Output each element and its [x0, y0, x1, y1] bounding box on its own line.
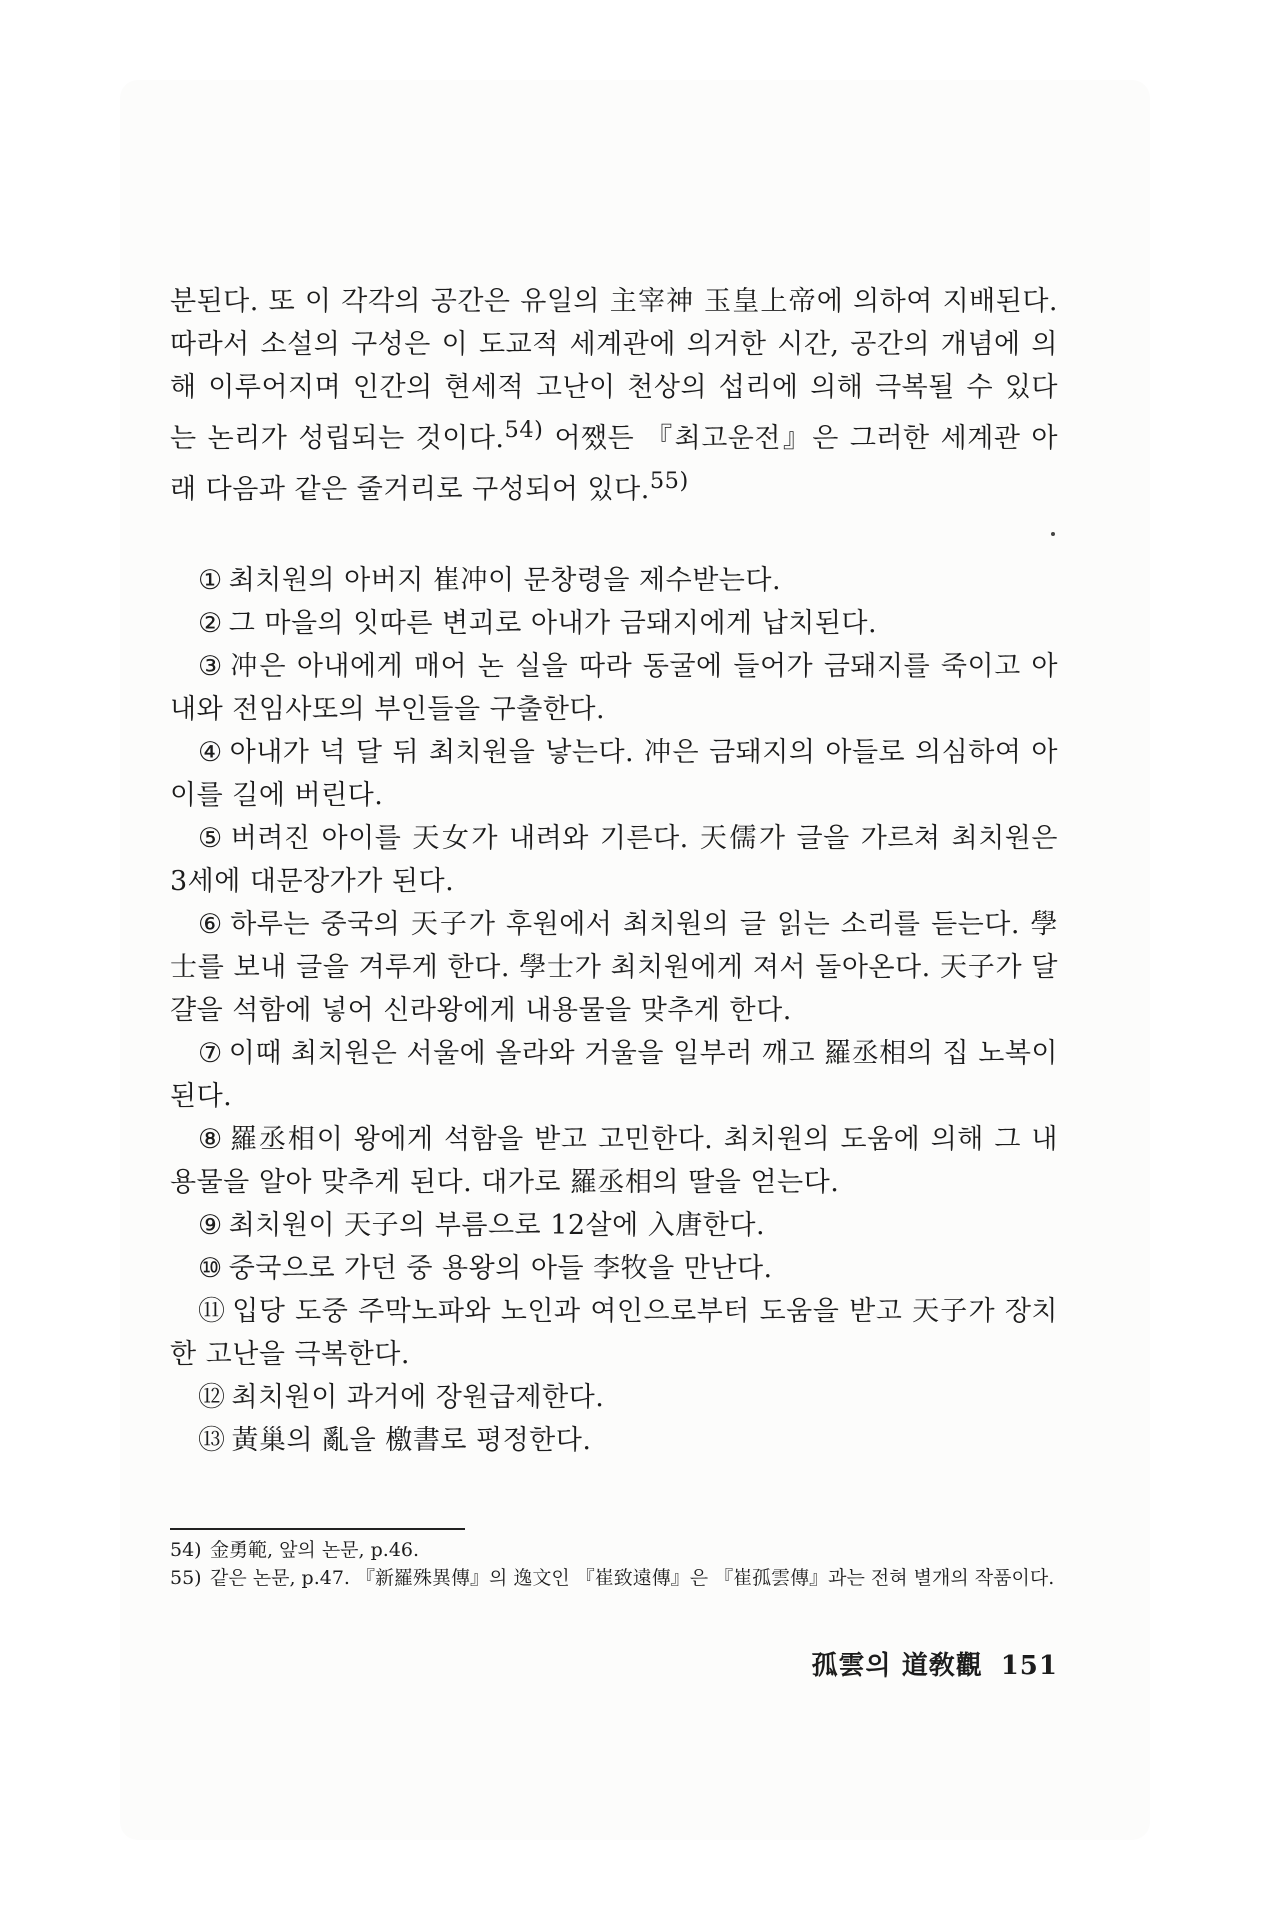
item-number: ⑨ [198, 1210, 223, 1241]
item-number: ⑥ [198, 909, 225, 940]
list-item [170, 645, 1058, 731]
item-text: 羅丞相이 왕에게 석함을 받고 고민한다. 최치원의 도움에 의해 그 내용물을 알아 맞추게 된다. 대가로 羅丞相의 딸을 얻는다. [170, 1124, 1058, 1198]
item-text: 최치원의 아버지 崔冲이 문창령을 제수받는다. [228, 565, 782, 596]
list-item [170, 602, 1058, 645]
item-number: ⑧ [198, 1124, 225, 1155]
item-number: ⑤ [198, 823, 225, 854]
list-item [170, 1204, 1058, 1247]
note-ref-55: 55) [649, 468, 689, 494]
list-item [170, 1376, 1058, 1419]
item-number: ② [198, 608, 223, 639]
item-text: 버려진 아이를 天女가 내려와 기른다. 天儒가 글을 가르쳐 최치원은 3세에 대문장가가 된다. [170, 823, 1058, 897]
item-text: 아내가 넉 달 뒤 최치원을 낳는다. 冲은 금돼지의 아들로 의심하여 아이를 길에 버린다. [170, 737, 1058, 811]
list-item [170, 731, 1058, 817]
footnote-text: 金勇範, 앞의 논문, p.46. [210, 1539, 420, 1561]
item-text: 이때 최치원은 서울에 올라와 거울을 일부러 깨고 羅丞相의 집 노복이 된다. [170, 1038, 1058, 1112]
list-item [170, 1290, 1058, 1376]
main-text [170, 280, 1058, 1462]
item-text: 黃巢의 亂을 檄書로 평정한다. [231, 1425, 592, 1456]
item-number: ⑫ [198, 1382, 226, 1413]
item-number: ④ [198, 737, 224, 768]
footnote-55 [170, 1564, 1058, 1592]
item-text: 그 마을의 잇따른 변괴로 아내가 금돼지에게 납치된다. [228, 608, 878, 639]
footnote-number: 55) [170, 1567, 202, 1589]
item-number: ① [198, 565, 223, 596]
item-text: 최치원이 天子의 부름으로 12살에 入唐한다. [228, 1210, 766, 1241]
intro-text: 분된다. 또 이 각각의 공간은 유일의 主宰神 玉皇上帝에 의하여 지배된다. 따라서 소설의 구성은 이 도교적 세계관에 의거한 시간, 공간의 개념에 의해 이루어지며 인간의 현세적 고난이 천상의 섭리에 의해 극복될 수 있다는 논리가 성립되는 것이다. [170, 286, 1058, 454]
stray-dot-mark [1051, 532, 1055, 536]
item-number: ③ [198, 651, 225, 682]
intro-paragraph [170, 280, 1058, 511]
running-title: 孤雲의 道敎觀 [811, 1651, 983, 1681]
item-text: 최치원이 과거에 장원급제한다. [231, 1382, 605, 1413]
list-item [170, 817, 1058, 903]
list-item [170, 559, 1058, 602]
footnote-divider [170, 1528, 465, 1530]
item-text: 冲은 아내에게 매어 논 실을 따라 동굴에 들어가 금돼지를 죽이고 아내와 전임사또의 부인들을 구출한다. [170, 651, 1058, 725]
item-text: 하루는 중국의 天子가 후원에서 최치원의 글 읽는 소리를 듣는다. 學士를 보내 글을 겨루게 한다. 學士가 최치원에게 져서 돌아온다. 天子가 달걀을 석함에 넣어 신라왕에게 내용물을 맞추게 한다. [170, 909, 1058, 1026]
plot-summary-list [170, 559, 1058, 1462]
footnote-54 [170, 1536, 1058, 1564]
list-item [170, 1032, 1058, 1118]
item-number: ⑬ [198, 1425, 226, 1456]
intro-text-continued: 어쨌든 『최고운전』은 그러한 세계관 아래 다음과 같은 줄거리로 구성되어 있다. [170, 423, 1058, 505]
item-number: ⑩ [198, 1253, 223, 1284]
list-item [170, 903, 1058, 1032]
item-number: ⑦ [198, 1038, 223, 1069]
list-item [170, 1419, 1058, 1462]
item-number: ⑪ [198, 1296, 227, 1327]
footnotes [170, 1536, 1058, 1592]
note-ref-54: 54) [504, 417, 544, 443]
item-text: 입당 도중 주막노파와 노인과 여인으로부터 도움을 받고 天子가 장치한 고난을 극복한다. [170, 1296, 1058, 1370]
running-footer [770, 1645, 1058, 1682]
item-text: 중국으로 가던 중 용왕의 아들 李牧을 만난다. [228, 1253, 773, 1284]
footnote-text: 같은 논문, p.47. 『新羅殊異傳』의 逸文인 『崔致遠傳』은 『崔孤雲傳』과는 전혀 별개의 작품이다. [210, 1567, 1055, 1589]
list-item [170, 1247, 1058, 1290]
page-number: 151 [1000, 1651, 1058, 1681]
list-item [170, 1118, 1058, 1204]
footnote-number: 54) [170, 1539, 202, 1561]
